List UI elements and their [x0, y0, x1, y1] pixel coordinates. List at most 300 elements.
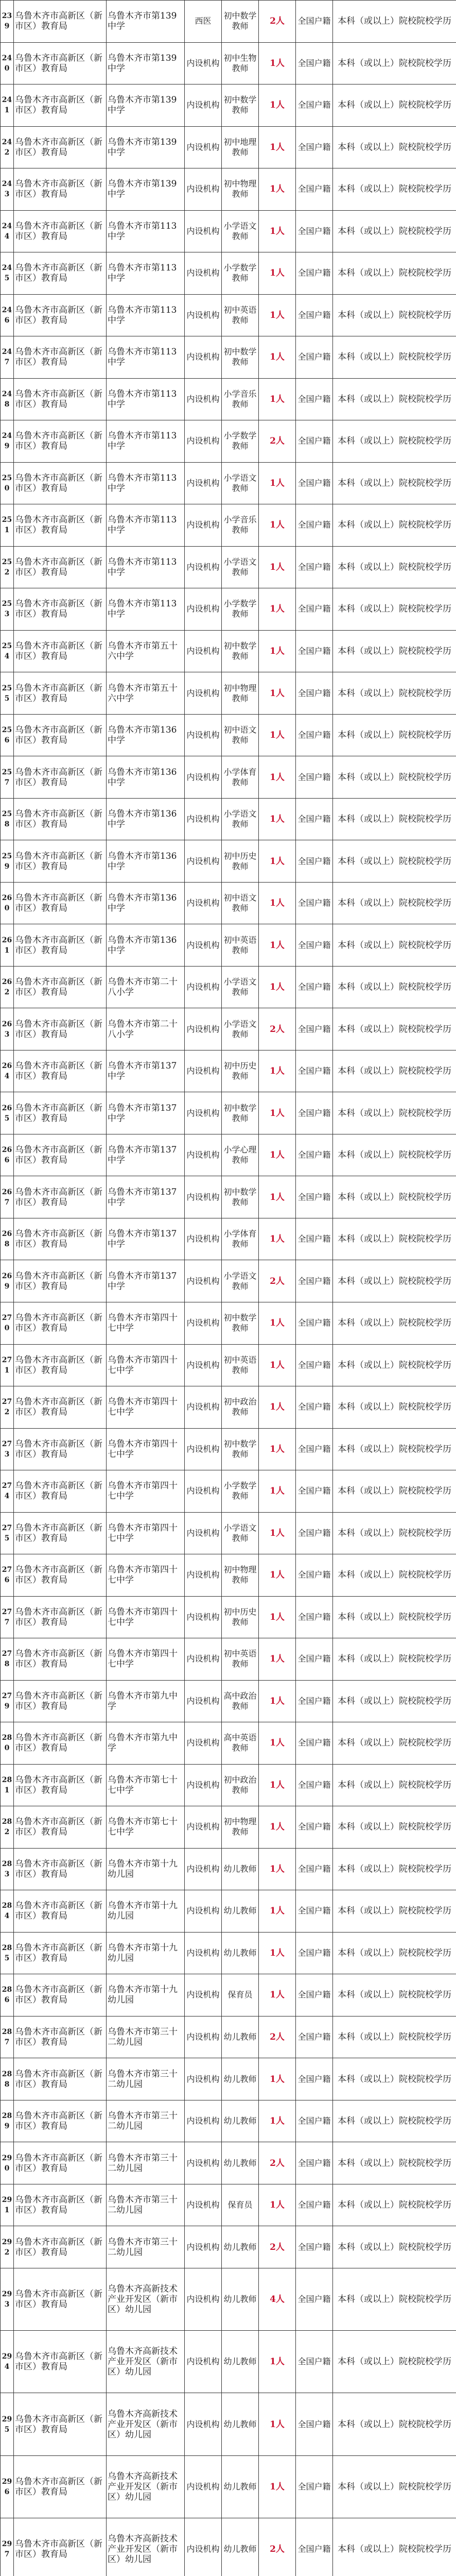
headcount-cell: 1人 [259, 672, 296, 715]
unit-cell: 乌鲁木齐市第137中学 [107, 1134, 185, 1176]
department-cell: 乌鲁木齐市高新区（新市区）教育局 [14, 840, 107, 883]
unit-type-cell: 内设机构 [185, 1344, 222, 1386]
unit-type-cell: 内设机构 [185, 1092, 222, 1134]
scope-cell: 全国户籍 [296, 1134, 333, 1176]
table-row [1, 546, 456, 588]
education-cell: 本科（或以上）院校院校学历 [333, 1134, 456, 1176]
unit-cell: 乌鲁木齐市第137中学 [107, 1092, 185, 1134]
unit-type-cell: 内设机构 [185, 1596, 222, 1638]
table-row [1, 1302, 456, 1344]
education-cell: 本科（或以上）院校院校学历 [333, 1680, 456, 1722]
table-row [1, 126, 456, 168]
scope-cell: 全国户籍 [296, 1554, 333, 1597]
department-cell: 乌鲁木齐市高新区（新市区）教育局 [14, 1470, 107, 1513]
education-cell: 本科（或以上）院校院校学历 [333, 1302, 456, 1344]
scope-cell: 全国户籍 [296, 126, 333, 168]
post-cell: 初中数学教师 [222, 1428, 259, 1470]
unit-type-cell: 西医 [185, 1, 222, 43]
table-row [1, 798, 456, 840]
education-cell: 本科（或以上）院校院校学历 [333, 1596, 456, 1638]
education-cell: 本科（或以上）院校院校学历 [333, 2184, 456, 2226]
row-number: 264 [1, 1050, 14, 1092]
education-cell: 本科（或以上）院校院校学历 [333, 336, 456, 379]
headcount-cell: 1人 [259, 1974, 296, 2016]
headcount-cell: 1人 [259, 1218, 296, 1260]
headcount-cell: 2人 [259, 2226, 296, 2268]
education-cell: 本科（或以上）院校院校学历 [333, 1344, 456, 1386]
table-row [1, 1218, 456, 1260]
unit-type-cell: 内设机构 [185, 336, 222, 379]
post-cell: 小学语文教师 [222, 210, 259, 252]
table-row [1, 2058, 456, 2100]
post-cell: 初中数学教师 [222, 1176, 259, 1218]
unit-cell: 乌鲁木齐市第四十七中学 [107, 1638, 185, 1681]
table-row [1, 840, 456, 883]
table-row [1, 882, 456, 924]
table-row [1, 672, 456, 715]
education-cell: 本科（或以上）院校院校学历 [333, 1554, 456, 1597]
row-number: 272 [1, 1386, 14, 1429]
headcount-cell: 1人 [259, 966, 296, 1008]
unit-type-cell: 内设机构 [185, 1218, 222, 1260]
unit-type-cell: 内设机构 [185, 252, 222, 295]
table-row [1, 42, 456, 84]
headcount-cell: 1人 [259, 924, 296, 967]
post-cell: 幼儿教师 [222, 2331, 259, 2393]
row-number: 248 [1, 378, 14, 420]
education-cell: 本科（或以上）院校院校学历 [333, 1512, 456, 1554]
table-row [1, 378, 456, 420]
unit-cell: 乌鲁木齐市第四十七中学 [107, 1512, 185, 1554]
table-row [1, 924, 456, 967]
scope-cell: 全国户籍 [296, 2518, 333, 2576]
scope-cell: 全国户籍 [296, 504, 333, 547]
headcount-cell: 2人 [259, 1, 296, 43]
department-cell: 乌鲁木齐市高新区（新市区）教育局 [14, 462, 107, 504]
row-number: 265 [1, 1092, 14, 1134]
education-cell: 本科（或以上）院校院校学历 [333, 378, 456, 420]
row-number: 256 [1, 714, 14, 756]
unit-type-cell: 内设机构 [185, 546, 222, 588]
row-number: 260 [1, 882, 14, 924]
unit-cell: 乌鲁木齐市第136中学 [107, 714, 185, 756]
scope-cell: 全国户籍 [296, 882, 333, 924]
department-cell: 乌鲁木齐市高新区（新市区）教育局 [14, 2331, 107, 2393]
department-cell: 乌鲁木齐市高新区（新市区）教育局 [14, 1008, 107, 1050]
headcount-cell: 1人 [259, 1722, 296, 1765]
unit-cell: 乌鲁木齐高新技术产业开发区（新市区）幼儿园 [107, 2518, 185, 2576]
education-cell: 本科（或以上）院校院校学历 [333, 714, 456, 756]
headcount-cell: 1人 [259, 1764, 296, 1806]
department-cell: 乌鲁木齐市高新区（新市区）教育局 [14, 1848, 107, 1890]
table-row [1, 1974, 456, 2016]
unit-type-cell: 内设机构 [185, 2016, 222, 2058]
department-cell: 乌鲁木齐市高新区（新市区）教育局 [14, 2016, 107, 2058]
post-cell: 保育员 [222, 1974, 259, 2016]
department-cell: 乌鲁木齐市高新区（新市区）教育局 [14, 2184, 107, 2226]
table-row [1, 2455, 456, 2518]
unit-cell: 乌鲁木齐市第二十八小学 [107, 1008, 185, 1050]
scope-cell: 全国户籍 [296, 210, 333, 252]
post-cell: 幼儿教师 [222, 2393, 259, 2455]
unit-cell: 乌鲁木齐市第十九幼儿园 [107, 1974, 185, 2016]
headcount-cell: 2人 [259, 2518, 296, 2576]
unit-type-cell: 内设机构 [185, 966, 222, 1008]
scope-cell: 全国户籍 [296, 714, 333, 756]
education-cell: 本科（或以上）院校院校学历 [333, 1848, 456, 1890]
post-cell: 初中英语教师 [222, 294, 259, 336]
headcount-cell: 1人 [259, 1176, 296, 1218]
unit-type-cell: 内设机构 [185, 1764, 222, 1806]
department-cell: 乌鲁木齐市高新区（新市区）教育局 [14, 1596, 107, 1638]
education-cell: 本科（或以上）院校院校学历 [333, 2016, 456, 2058]
post-cell: 小学数学教师 [222, 1470, 259, 1513]
headcount-cell: 1人 [259, 2184, 296, 2226]
unit-cell: 乌鲁木齐市第113中学 [107, 294, 185, 336]
unit-type-cell: 内设机构 [185, 1932, 222, 1974]
headcount-cell: 1人 [259, 378, 296, 420]
unit-type-cell: 内设机构 [185, 2100, 222, 2142]
table-row [1, 1, 456, 43]
post-cell: 初中数学教师 [222, 84, 259, 127]
table-row [1, 2268, 456, 2330]
department-cell: 乌鲁木齐市高新区（新市区）教育局 [14, 1638, 107, 1681]
scope-cell: 全国户籍 [296, 798, 333, 840]
education-cell: 本科（或以上）院校院校学历 [333, 2518, 456, 2576]
post-cell: 小学语文教师 [222, 462, 259, 504]
headcount-cell: 1人 [259, 1890, 296, 1933]
post-cell: 小学音乐教师 [222, 378, 259, 420]
unit-cell: 乌鲁木齐市第三十二幼儿园 [107, 2016, 185, 2058]
row-number: 297 [1, 2518, 14, 2576]
unit-cell: 乌鲁木齐市第113中学 [107, 462, 185, 504]
row-number: 249 [1, 420, 14, 463]
row-number: 278 [1, 1638, 14, 1681]
unit-type-cell: 内设机构 [185, 1050, 222, 1092]
unit-cell: 乌鲁木齐市第113中学 [107, 210, 185, 252]
table-row [1, 2331, 456, 2393]
row-number: 263 [1, 1008, 14, 1050]
education-cell: 本科（或以上）院校院校学历 [333, 1470, 456, 1513]
unit-cell: 乌鲁木齐市第139中学 [107, 42, 185, 84]
unit-cell: 乌鲁木齐市第四十七中学 [107, 1386, 185, 1429]
post-cell: 小学音乐教师 [222, 504, 259, 547]
headcount-cell: 1人 [259, 714, 296, 756]
post-cell: 小学数学教师 [222, 252, 259, 295]
row-number: 295 [1, 2393, 14, 2455]
unit-type-cell: 内设机构 [185, 1638, 222, 1681]
education-cell: 本科（或以上）院校院校学历 [333, 2455, 456, 2518]
scope-cell: 全国户籍 [296, 1428, 333, 1470]
row-number: 288 [1, 2058, 14, 2100]
unit-cell: 乌鲁木齐市第四十七中学 [107, 1596, 185, 1638]
education-cell: 本科（或以上）院校院校学历 [333, 210, 456, 252]
unit-type-cell: 内设机构 [185, 210, 222, 252]
unit-type-cell: 内设机构 [185, 1386, 222, 1429]
row-number: 287 [1, 2016, 14, 2058]
post-cell: 初中生物教师 [222, 42, 259, 84]
department-cell: 乌鲁木齐市高新区（新市区）教育局 [14, 2393, 107, 2455]
row-number: 276 [1, 1554, 14, 1597]
department-cell: 乌鲁木齐市高新区（新市区）教育局 [14, 882, 107, 924]
table-row [1, 1008, 456, 1050]
unit-type-cell: 内设机构 [185, 1722, 222, 1765]
scope-cell: 全国户籍 [296, 1764, 333, 1806]
department-cell: 乌鲁木齐市高新区（新市区）教育局 [14, 1680, 107, 1722]
department-cell: 乌鲁木齐市高新区（新市区）教育局 [14, 1218, 107, 1260]
row-number: 281 [1, 1764, 14, 1806]
unit-type-cell: 内设机构 [185, 1554, 222, 1597]
unit-type-cell: 内设机构 [185, 2518, 222, 2576]
table-row [1, 2393, 456, 2455]
table-row [1, 1092, 456, 1134]
post-cell: 高中英语教师 [222, 1722, 259, 1765]
unit-cell: 乌鲁木齐市第136中学 [107, 924, 185, 967]
headcount-cell: 1人 [259, 84, 296, 127]
education-cell: 本科（或以上）院校院校学历 [333, 840, 456, 883]
row-number: 269 [1, 1260, 14, 1302]
row-number: 245 [1, 252, 14, 295]
unit-type-cell: 内设机构 [185, 1302, 222, 1344]
education-cell: 本科（或以上）院校院校学历 [333, 1428, 456, 1470]
scope-cell: 全国户籍 [296, 1344, 333, 1386]
department-cell: 乌鲁木齐市高新区（新市区）教育局 [14, 1134, 107, 1176]
department-cell: 乌鲁木齐市高新区（新市区）教育局 [14, 2226, 107, 2268]
post-cell: 初中数学教师 [222, 1092, 259, 1134]
unit-type-cell: 内设机构 [185, 420, 222, 463]
headcount-cell: 1人 [259, 630, 296, 672]
table-row [1, 2016, 456, 2058]
post-cell: 初中语文教师 [222, 714, 259, 756]
department-cell: 乌鲁木齐市高新区（新市区）教育局 [14, 1722, 107, 1765]
scope-cell: 全国户籍 [296, 294, 333, 336]
headcount-cell: 1人 [259, 2100, 296, 2142]
headcount-cell: 1人 [259, 2455, 296, 2518]
unit-type-cell: 内设机构 [185, 840, 222, 883]
post-cell: 幼儿教师 [222, 2058, 259, 2100]
row-number: 267 [1, 1176, 14, 1218]
unit-type-cell: 内设机构 [185, 1974, 222, 2016]
unit-type-cell: 内设机构 [185, 2455, 222, 2518]
table-row [1, 504, 456, 547]
scope-cell: 全国户籍 [296, 1050, 333, 1092]
post-cell: 小学语文教师 [222, 1512, 259, 1554]
department-cell: 乌鲁木齐市高新区（新市区）教育局 [14, 126, 107, 168]
headcount-cell: 1人 [259, 42, 296, 84]
row-number: 251 [1, 504, 14, 547]
post-cell: 幼儿教师 [222, 1890, 259, 1933]
headcount-cell: 2人 [259, 2016, 296, 2058]
row-number: 254 [1, 630, 14, 672]
unit-cell: 乌鲁木齐高新技术产业开发区（新市区）幼儿园 [107, 2268, 185, 2330]
department-cell: 乌鲁木齐市高新区（新市区）教育局 [14, 1428, 107, 1470]
education-cell: 本科（或以上）院校院校学历 [333, 2226, 456, 2268]
unit-cell: 乌鲁木齐市第139中学 [107, 1, 185, 43]
education-cell: 本科（或以上）院校院校学历 [333, 1806, 456, 1849]
department-cell: 乌鲁木齐市高新区（新市区）教育局 [14, 1050, 107, 1092]
unit-type-cell: 内设机构 [185, 672, 222, 715]
row-number: 285 [1, 1932, 14, 1974]
department-cell: 乌鲁木齐市高新区（新市区）教育局 [14, 588, 107, 631]
unit-cell: 乌鲁木齐市第三十二幼儿园 [107, 2142, 185, 2184]
row-number: 244 [1, 210, 14, 252]
scope-cell: 全国户籍 [296, 2226, 333, 2268]
row-number: 282 [1, 1806, 14, 1849]
scope-cell: 全国户籍 [296, 630, 333, 672]
table-row [1, 1806, 456, 1849]
education-cell: 本科（或以上）院校院校学历 [333, 798, 456, 840]
unit-type-cell: 内设机构 [185, 2268, 222, 2330]
education-cell: 本科（或以上）院校院校学历 [333, 462, 456, 504]
headcount-cell: 1人 [259, 756, 296, 799]
row-number: 283 [1, 1848, 14, 1890]
education-cell: 本科（或以上）院校院校学历 [333, 1890, 456, 1933]
table-row [1, 1554, 456, 1597]
scope-cell: 全国户籍 [296, 1512, 333, 1554]
scope-cell: 全国户籍 [296, 1260, 333, 1302]
row-number: 259 [1, 840, 14, 883]
row-number: 292 [1, 2226, 14, 2268]
unit-type-cell: 内设机构 [185, 1428, 222, 1470]
education-cell: 本科（或以上）院校院校学历 [333, 1218, 456, 1260]
headcount-cell: 1人 [259, 798, 296, 840]
headcount-cell: 1人 [259, 2058, 296, 2100]
row-number: 296 [1, 2455, 14, 2518]
row-number: 279 [1, 1680, 14, 1722]
post-cell: 幼儿教师 [222, 2518, 259, 2576]
unit-cell: 乌鲁木齐市第四十七中学 [107, 1470, 185, 1513]
table-row [1, 756, 456, 799]
row-number: 286 [1, 1974, 14, 2016]
table-row [1, 714, 456, 756]
headcount-cell: 1人 [259, 840, 296, 883]
table-row [1, 462, 456, 504]
headcount-cell: 1人 [259, 1932, 296, 1974]
row-number: 294 [1, 2331, 14, 2393]
table-row [1, 588, 456, 631]
post-cell: 保育员 [222, 2184, 259, 2226]
unit-cell: 乌鲁木齐市第七十七中学 [107, 1806, 185, 1849]
post-cell: 初中英语教师 [222, 1638, 259, 1681]
row-number: 274 [1, 1470, 14, 1513]
post-cell: 小学数学教师 [222, 588, 259, 631]
row-number: 291 [1, 2184, 14, 2226]
row-number: 246 [1, 294, 14, 336]
unit-cell: 乌鲁木齐市第113中学 [107, 336, 185, 379]
education-cell: 本科（或以上）院校院校学历 [333, 168, 456, 211]
row-number: 262 [1, 966, 14, 1008]
unit-cell: 乌鲁木齐高新技术产业开发区（新市区）幼儿园 [107, 2455, 185, 2518]
department-cell: 乌鲁木齐市高新区（新市区）教育局 [14, 2518, 107, 2576]
education-cell: 本科（或以上）院校院校学历 [333, 420, 456, 463]
department-cell: 乌鲁木齐市高新区（新市区）教育局 [14, 2100, 107, 2142]
row-number: 284 [1, 1890, 14, 1933]
education-cell: 本科（或以上）院校院校学历 [333, 1260, 456, 1302]
unit-type-cell: 内设机构 [185, 756, 222, 799]
unit-type-cell: 内设机构 [185, 1008, 222, 1050]
headcount-cell: 1人 [259, 1680, 296, 1722]
post-cell: 小学语文教师 [222, 1008, 259, 1050]
unit-cell: 乌鲁木齐市第十九幼儿园 [107, 1932, 185, 1974]
unit-cell: 乌鲁木齐市第136中学 [107, 840, 185, 883]
headcount-cell: 2人 [259, 1260, 296, 1302]
table-row [1, 1386, 456, 1429]
education-cell: 本科（或以上）院校院校学历 [333, 672, 456, 715]
unit-type-cell: 内设机构 [185, 882, 222, 924]
scope-cell: 全国户籍 [296, 378, 333, 420]
unit-cell: 乌鲁木齐市第三十二幼儿园 [107, 2100, 185, 2142]
department-cell: 乌鲁木齐市高新区（新市区）教育局 [14, 1974, 107, 2016]
unit-type-cell: 内设机构 [185, 462, 222, 504]
department-cell: 乌鲁木齐市高新区（新市区）教育局 [14, 714, 107, 756]
unit-type-cell: 内设机构 [185, 168, 222, 211]
scope-cell: 全国户籍 [296, 966, 333, 1008]
department-cell: 乌鲁木齐市高新区（新市区）教育局 [14, 2058, 107, 2100]
post-cell: 初中政治教师 [222, 1386, 259, 1429]
scope-cell: 全国户籍 [296, 252, 333, 295]
headcount-cell: 1人 [259, 1050, 296, 1092]
unit-cell: 乌鲁木齐市第113中学 [107, 504, 185, 547]
unit-type-cell: 内设机构 [185, 798, 222, 840]
headcount-cell: 1人 [259, 588, 296, 631]
scope-cell: 全国户籍 [296, 2100, 333, 2142]
scope-cell: 全国户籍 [296, 1176, 333, 1218]
unit-type-cell: 内设机构 [185, 1470, 222, 1513]
education-cell: 本科（或以上）院校院校学历 [333, 126, 456, 168]
department-cell: 乌鲁木齐市高新区（新市区）教育局 [14, 2142, 107, 2184]
post-cell: 初中英语教师 [222, 924, 259, 967]
row-number: 290 [1, 2142, 14, 2184]
headcount-cell: 1人 [259, 1554, 296, 1597]
department-cell: 乌鲁木齐市高新区（新市区）教育局 [14, 1092, 107, 1134]
row-number: 241 [1, 84, 14, 127]
table-row [1, 1722, 456, 1765]
unit-cell: 乌鲁木齐市第113中学 [107, 252, 185, 295]
education-cell: 本科（或以上）院校院校学历 [333, 2268, 456, 2330]
unit-type-cell: 内设机构 [185, 42, 222, 84]
headcount-cell: 2人 [259, 420, 296, 463]
education-cell: 本科（或以上）院校院校学历 [333, 294, 456, 336]
row-number: 247 [1, 336, 14, 379]
scope-cell: 全国户籍 [296, 756, 333, 799]
table-row [1, 336, 456, 379]
scope-cell: 全国户籍 [296, 2455, 333, 2518]
row-number: 257 [1, 756, 14, 799]
row-number: 242 [1, 126, 14, 168]
department-cell: 乌鲁木齐市高新区（新市区）教育局 [14, 2455, 107, 2518]
department-cell: 乌鲁木齐市高新区（新市区）教育局 [14, 2268, 107, 2330]
unit-type-cell: 内设机构 [185, 1680, 222, 1722]
unit-cell: 乌鲁木齐市第五十六中学 [107, 630, 185, 672]
headcount-cell: 1人 [259, 1428, 296, 1470]
scope-cell: 全国户籍 [296, 2058, 333, 2100]
scope-cell: 全国户籍 [296, 1302, 333, 1344]
education-cell: 本科（或以上）院校院校学历 [333, 1764, 456, 1806]
unit-type-cell: 内设机构 [185, 2393, 222, 2455]
scope-cell: 全国户籍 [296, 672, 333, 715]
table-row [1, 1470, 456, 1513]
unit-cell: 乌鲁木齐市第113中学 [107, 546, 185, 588]
department-cell: 乌鲁木齐市高新区（新市区）教育局 [14, 1890, 107, 1933]
unit-cell: 乌鲁木齐市第137中学 [107, 1176, 185, 1218]
department-cell: 乌鲁木齐市高新区（新市区）教育局 [14, 294, 107, 336]
department-cell: 乌鲁木齐市高新区（新市区）教育局 [14, 168, 107, 211]
department-cell: 乌鲁木齐市高新区（新市区）教育局 [14, 1260, 107, 1302]
scope-cell: 全国户籍 [296, 1806, 333, 1849]
department-cell: 乌鲁木齐市高新区（新市区）教育局 [14, 798, 107, 840]
unit-type-cell: 内设机构 [185, 504, 222, 547]
headcount-cell: 1人 [259, 1470, 296, 1513]
